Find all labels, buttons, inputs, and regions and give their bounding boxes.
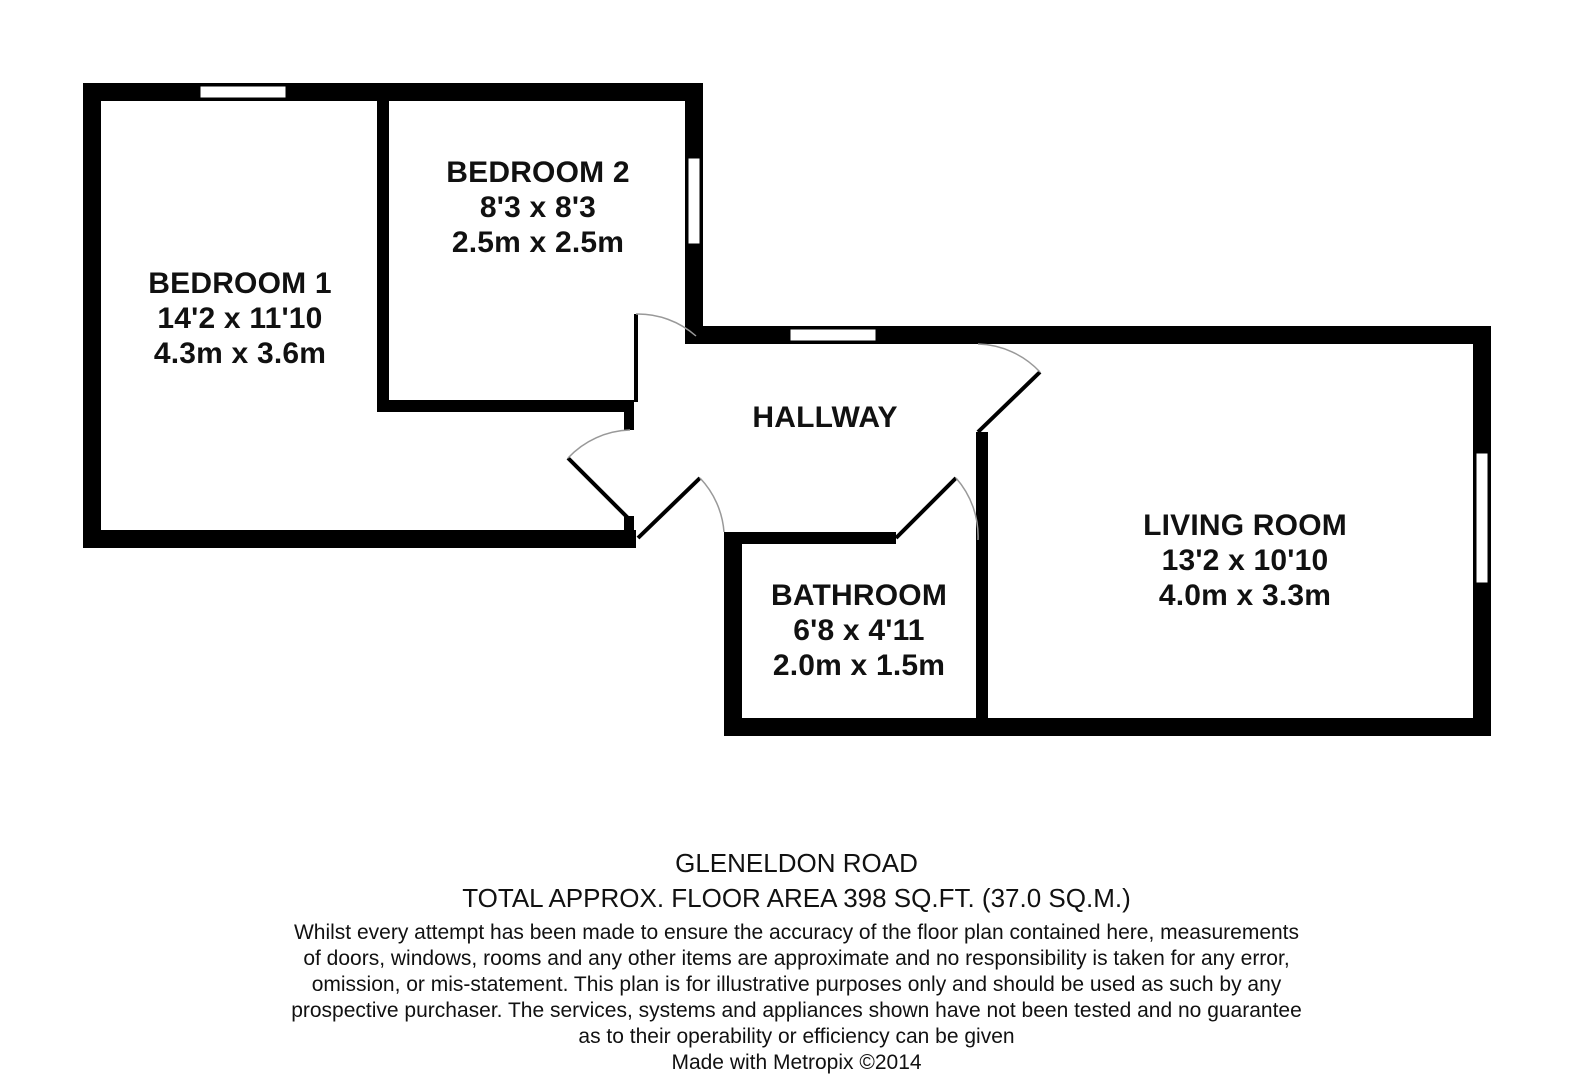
disclaimer-line: Whilst every attempt has been made to ensure the accuracy of the floor plan contained here, measurements (293, 921, 1300, 944)
wall-bottom-bedroom2 (377, 400, 625, 412)
disclaimer-line: prospective purchaser. The services, systems and appliances shown have not been tested and no guarantee (291, 999, 1302, 1022)
door-living-room (978, 372, 1040, 432)
wall-left-bathroom (724, 532, 742, 736)
door-front (638, 478, 700, 538)
door-arc-bedroom1 (568, 430, 630, 458)
room-size-metric: 2.0m x 1.5m (772, 649, 946, 682)
wall-stub-hall-left (624, 400, 634, 430)
room-label-living-room (1100, 508, 1390, 613)
room-name: BEDROOM 2 (446, 156, 630, 189)
wall-top-bathroom (724, 532, 896, 544)
room-label-bedroom1 (116, 266, 364, 371)
room-size-metric: 4.3m x 3.6m (153, 337, 327, 370)
wall-divider-bathroom-living (976, 432, 988, 728)
room-size-imperial: 6'8 x 4'11 (793, 614, 925, 647)
window-hallway (790, 329, 876, 341)
disclaimer-line: as to their operability or efficiency can be given (578, 1025, 1015, 1048)
door-bedroom1 (568, 458, 630, 520)
wall-bottom-bedroom1 (83, 530, 636, 548)
disclaimer-line: of doors, windows, rooms and any other items are approximate and no responsibility is taken for any error, (303, 947, 1290, 970)
room-name: BATHROOM (770, 579, 948, 612)
wall-bottom-bathroom-living (724, 718, 1491, 736)
window-bedroom1 (200, 86, 286, 98)
disclaimer-line: omission, or mis-statement. This plan is for illustrative purposes only and should be used as such by any (311, 973, 1282, 996)
door-arc-front (700, 478, 724, 532)
room-name: HALLWAY (752, 401, 898, 434)
room-label-bedroom2 (400, 155, 676, 260)
wall-top-bedrooms (83, 83, 703, 101)
door-arc-bathroom (956, 478, 978, 540)
window-bedroom2 (688, 158, 700, 244)
room-size-imperial: 13'2 x 10'10 (1161, 544, 1329, 577)
metropix-credit: Made with Metropix ©2014 (671, 1051, 922, 1074)
door-arc-living-room (978, 344, 1040, 372)
room-name: BEDROOM 1 (148, 267, 332, 300)
door-bathroom (896, 478, 956, 538)
room-size-imperial: 14'2 x 11'10 (157, 302, 323, 335)
room-label-hallway (720, 400, 930, 435)
room-size-metric: 4.0m x 3.3m (1158, 579, 1332, 612)
room-name: LIVING ROOM (1143, 509, 1347, 542)
property-name: GLENELDON ROAD (675, 848, 918, 878)
total-floor-area: TOTAL APPROX. FLOOR AREA 398 SQ.FT. (37.0 SQ.M.) (462, 883, 1131, 913)
room-label-bathroom (748, 578, 970, 683)
window-living-room (1476, 453, 1488, 583)
room-size-metric: 2.5m x 2.5m (451, 226, 625, 259)
wall-divider-bedrooms (377, 100, 389, 412)
room-size-imperial: 8'3 x 8'3 (479, 191, 597, 224)
wall-left-bedroom1 (83, 83, 101, 548)
